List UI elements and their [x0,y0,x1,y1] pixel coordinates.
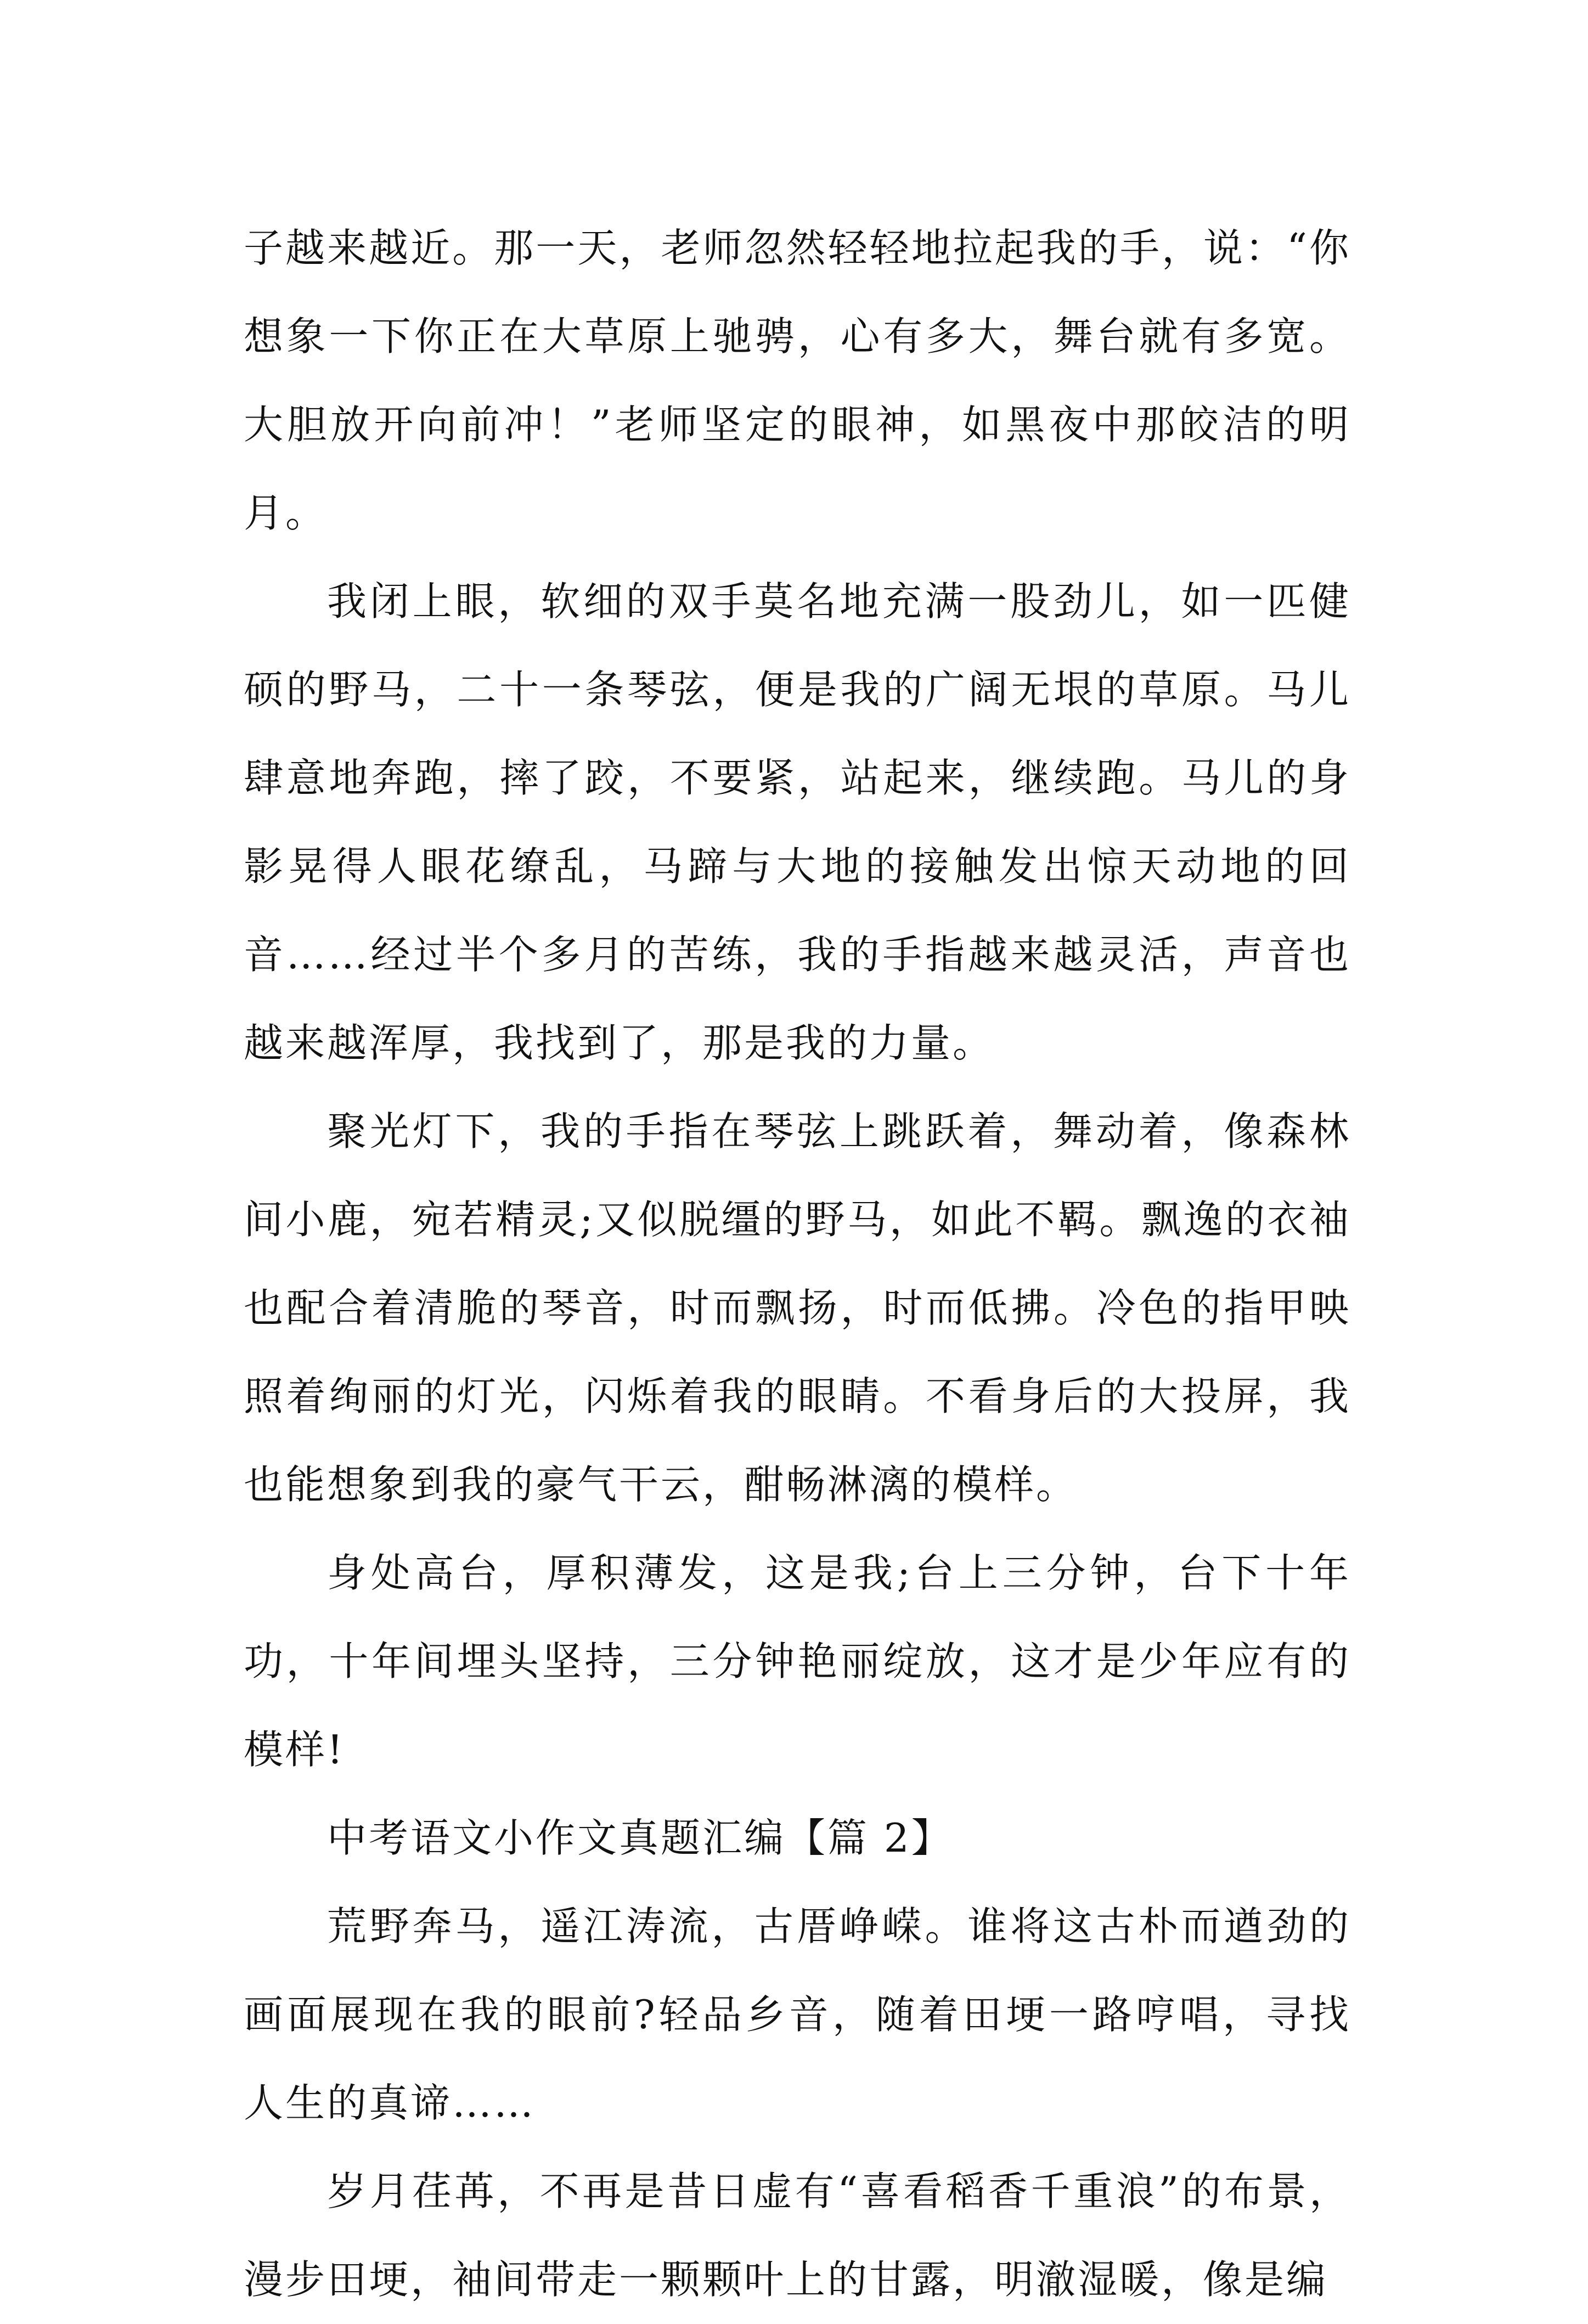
paragraph-spotlight: 聚光灯下，我的手指在琴弦上跳跃着，舞动着，像森林间小鹿，宛若精灵;又似脱缰的野马，如此不羁。飘逸的衣袖也配合着清脆的琴音，时而飘扬，时而低拂。冷色的指甲映照着绚丽的灯光，闪烁着我的眼睛。不看身后的大投屏，我也能想象到我的豪气干云，酣畅淋漓的模样。 [244,1108,1351,1508]
section-heading: 中考语文小作文真题汇编【篇 2】 [327,1815,953,1861]
paragraph-continuation: 子越来越近。那一天，老师忽然轻轻地拉起我的手，说：“你想象一下你正在大草原上驰骋，心有多大，舞台就有多宽。大胆放开向前冲！”老师坚定的眼神，如黑夜中那皎洁的明月。 [244,225,1351,536]
paragraph-high-stage: 身处高台，厚积薄发，这是我;台上三分钟，台下十年功，十年间埋头坚持，三分钟艳丽绽放，这才是少年应有的模样! [244,1550,1351,1773]
paragraph-years-pass: 岁月荏苒，不再是昔日虚有“喜看稻香千重浪”的布景，漫步田埂，袖间带走一颗颗叶上的甘露，明澈湿暖，像是编 [244,2168,1351,2303]
paragraph-wild-horse: 我闭上眼，软细的双手莫名地充满一股劲儿，如一匹健硕的野马，二十一条琴弦，便是我的广阔无垠的草原。马儿肆意地奔跑，摔了跤，不要紧，站起来，继续跑。马儿的身影晃得人眼花缭乱，马蹄与大地的接触发出惊天动地的回音……经过半个多月的苦练，我的手指越来越灵活，声音也越来越浑厚，我找到了，那是我的力量。 [244,578,1351,1066]
document-body [244,204,1351,2324]
paragraph-wilderness: 荒野奔马，遥江涛流，古厝峥嵘。谁将这古朴而遒劲的画面展现在我的眼前?轻品乡音，随着田埂一路哼唱，寻找人生的真谛…… [244,1903,1351,2126]
